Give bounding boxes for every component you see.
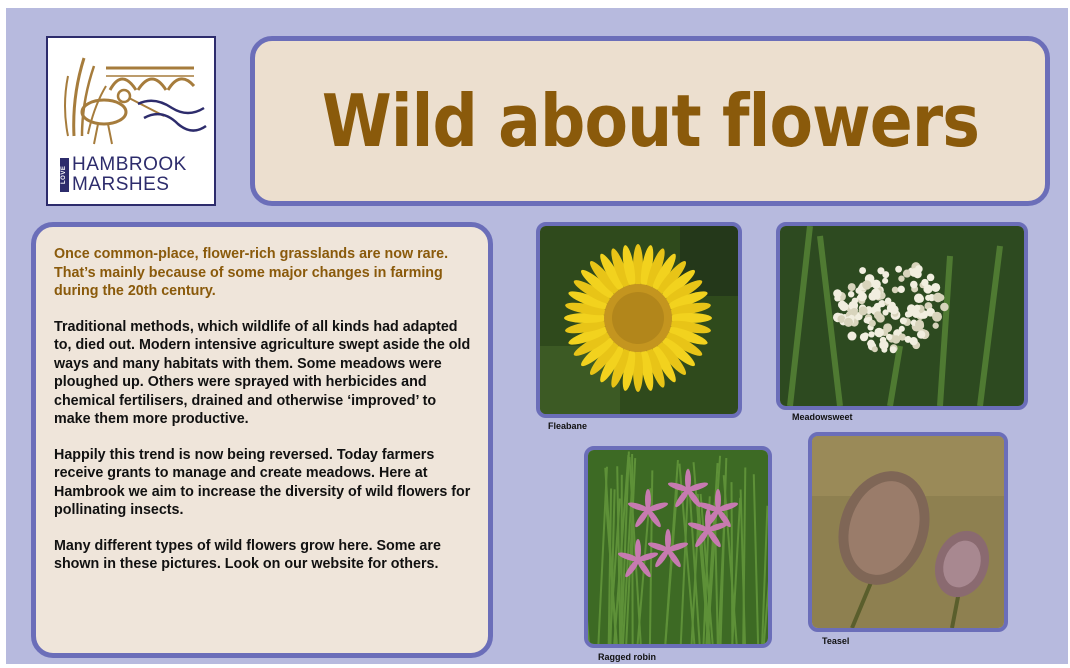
meadowsweet-caption: Meadowsweet [792,412,853,422]
fleabane-caption: Fleabane [548,421,588,431]
paragraph-traditional-methods: Traditional methods, which wildlife of all kinds had adapted to, died out. Modern intensive agriculture swept aside the old ways and many habitats with them. Some meadows were ploughed up. Others were sprayed with herbicides and chemical fertilisers, drained and otherwise ‘improved’ to make them more productive. [54,318,471,427]
ragged-robin-photo [584,446,772,648]
teasel-photo [808,432,1008,632]
teasel-caption: Teasel [822,636,850,646]
logo-love-tag: LOVE [60,158,69,192]
fleabane-photo [536,222,742,418]
page-title: Wild about flowers [321,79,979,163]
title-banner [250,36,1050,206]
hambrook-marshes-logo [46,36,216,206]
logo-text-hambrook: HAMBROOK [72,154,187,175]
paragraph-trend-reversed: Happily this trend is now being reversed. Today farmers receive grants to manage and create meadows. Here at Hambrook we aim to increase the diversity of wild flowers for pollinating insects. [54,446,471,518]
bird-bridge-logo-art [54,46,210,154]
logo-text-marshes: MARSHES [72,174,170,195]
meadowsweet-photo [776,222,1028,410]
paragraph-many-flowers: Many different types of wild flowers grow here. Some are shown in these pictures. Look on our website for others. [54,537,441,572]
intro-paragraph: Once common-place, flower-rich grasslands are now rare. That’s mainly because of some major changes in farming during the 20th century. [54,246,449,299]
text-panel [31,222,493,658]
ragged-robin-caption: Ragged robin [598,652,656,662]
